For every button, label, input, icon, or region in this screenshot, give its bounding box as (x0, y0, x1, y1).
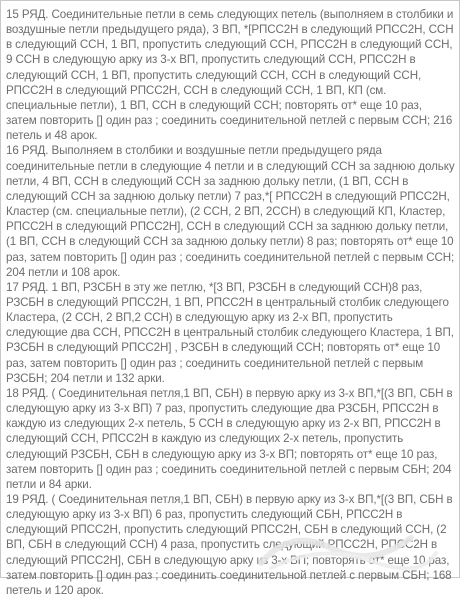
row-16-instructions: 16 РЯД. Выполняем в столбики и воздушные петли предыдущего ряда соединительные петли в следующие 4 петли и в следующий ССН за заднюю дольку петли, 4 ВП, ССН в следующий ССН за заднюю дольку петли, (1 ВП, ССН в следующий ССН за заднюю дольку петли) 7 раз,*[ РПСС2Н в следующий РПСС2Н, Кластер (см. специальные петли), (2 ССН, 2 ВП, 2ССН) в следующий КП, Кластер, РПСС2Н в следующий РПСС2Н], ССН в следующий ССН за заднюю дольку петли, (1 ВП, ССН в следующий ССН за заднюю дольку петли) 8 раз; повторять от* еще 10 раз, затем повторить [] один раз ; соединить соединительной петлей с первым ССН; 204 петли и 108 арок. (6, 144, 455, 279)
row-17-instructions: 17 РЯД. 1 ВП, РЗСБН в эту же петлю, *[3 ВП, РЗСБН в следующий ССН)8 раз, РЗСБН в следующий РПСС2Н, 1 ВП, РПСС2Н в центральный столбик следующего Кластера, (2 ССН, 2 ВП,2 ССН) в следующую арку из 2-х ВП, пропустить следующие два ССН, РПСС2Н в центральный столбик следующего Кластера, 1 ВП, РЗСБН в следующий РПСС2Н] , РЗСБН в следующий ССН; повторять от* еще 10 раз, затем повторить [] один раз ; соединить соединительной петлей с первым РЗСБН; 204 петли и 132 арки. (6, 280, 454, 385)
row-15-instructions: 15 РЯД. Соединительные петли в семь следующих петель (выполняем в столбики и воздушные петли предыдущего ряда), 3 ВП, *[РПСС2Н в следующий РПСС2Н, ССН в следующий ССН, 1 ВП, пропустить следующий ССН, РПСС2Н в следующий ССН, 9 ССН в следующую арку из 3-х ВП, пропустить следующий ССН, РПСС2Н в следующий ССН, 1 ВП, пропустить следующий ССН, ССН в следующий ССН, РПСС2Н в следующий РПСС2Н, ССН в следующий ССН, 1 ВП, КП (см. специальные петли), 1 ВП, ССН в следующий ССН; повторять от* еще 10 раз, затем повторить [] один раз ; соединить соединительной петлей с первым ССН; 216 петель и 48 арок. (6, 8, 454, 143)
row-19-instructions: 19 РЯД. ( Соединительная петля,1 ВП, СБН) в первую арку из 3-х ВП,*[(3 ВП, СБН в следующую арку из 3-х ВП) 6 раз, пропустить следующий СБН, РПСС2Н в следующий РПСС2Н, пропустить следующий РПСС2Н, СБН в следующий ССН, (2 ВП, СБН в следующий ССН) 4 раза, пропустить следующий РПСС2Н, РПСС2Н в следующий РПСС2Н], СБН в следующую арку из 3-х ВП; повторять от* еще 10 раз, затем повторить [] один раз ; соединить соединительной петлей с первым СБН; 168 петель и 120 арок. (6, 493, 453, 597)
row-18-instructions: 18 РЯД. ( Соединительная петля,1 ВП, СБН) в первую арку из 3-х ВП,*[(3 ВП, СБН в следующую арку из 3-х ВП) 7 раз, пропустить следующие два РЗСБН, РПСС2Н в каждую из следующих 2-х петель, 5 ССН в следующую арку из 2-х ВП, РПСС2Н в следующий ССН, РПСС2Н в каждую из следующих 2-х петель, пропустить следующий РЗСБН, СБН в следующую арку из 3-х ВП; повторять от* еще 10 раз, затем повторить [] один раз ; соединить соединительной петлей с первым СБН; 204 петли и 84 арки. (6, 386, 453, 491)
document-body (6, 7, 455, 598)
